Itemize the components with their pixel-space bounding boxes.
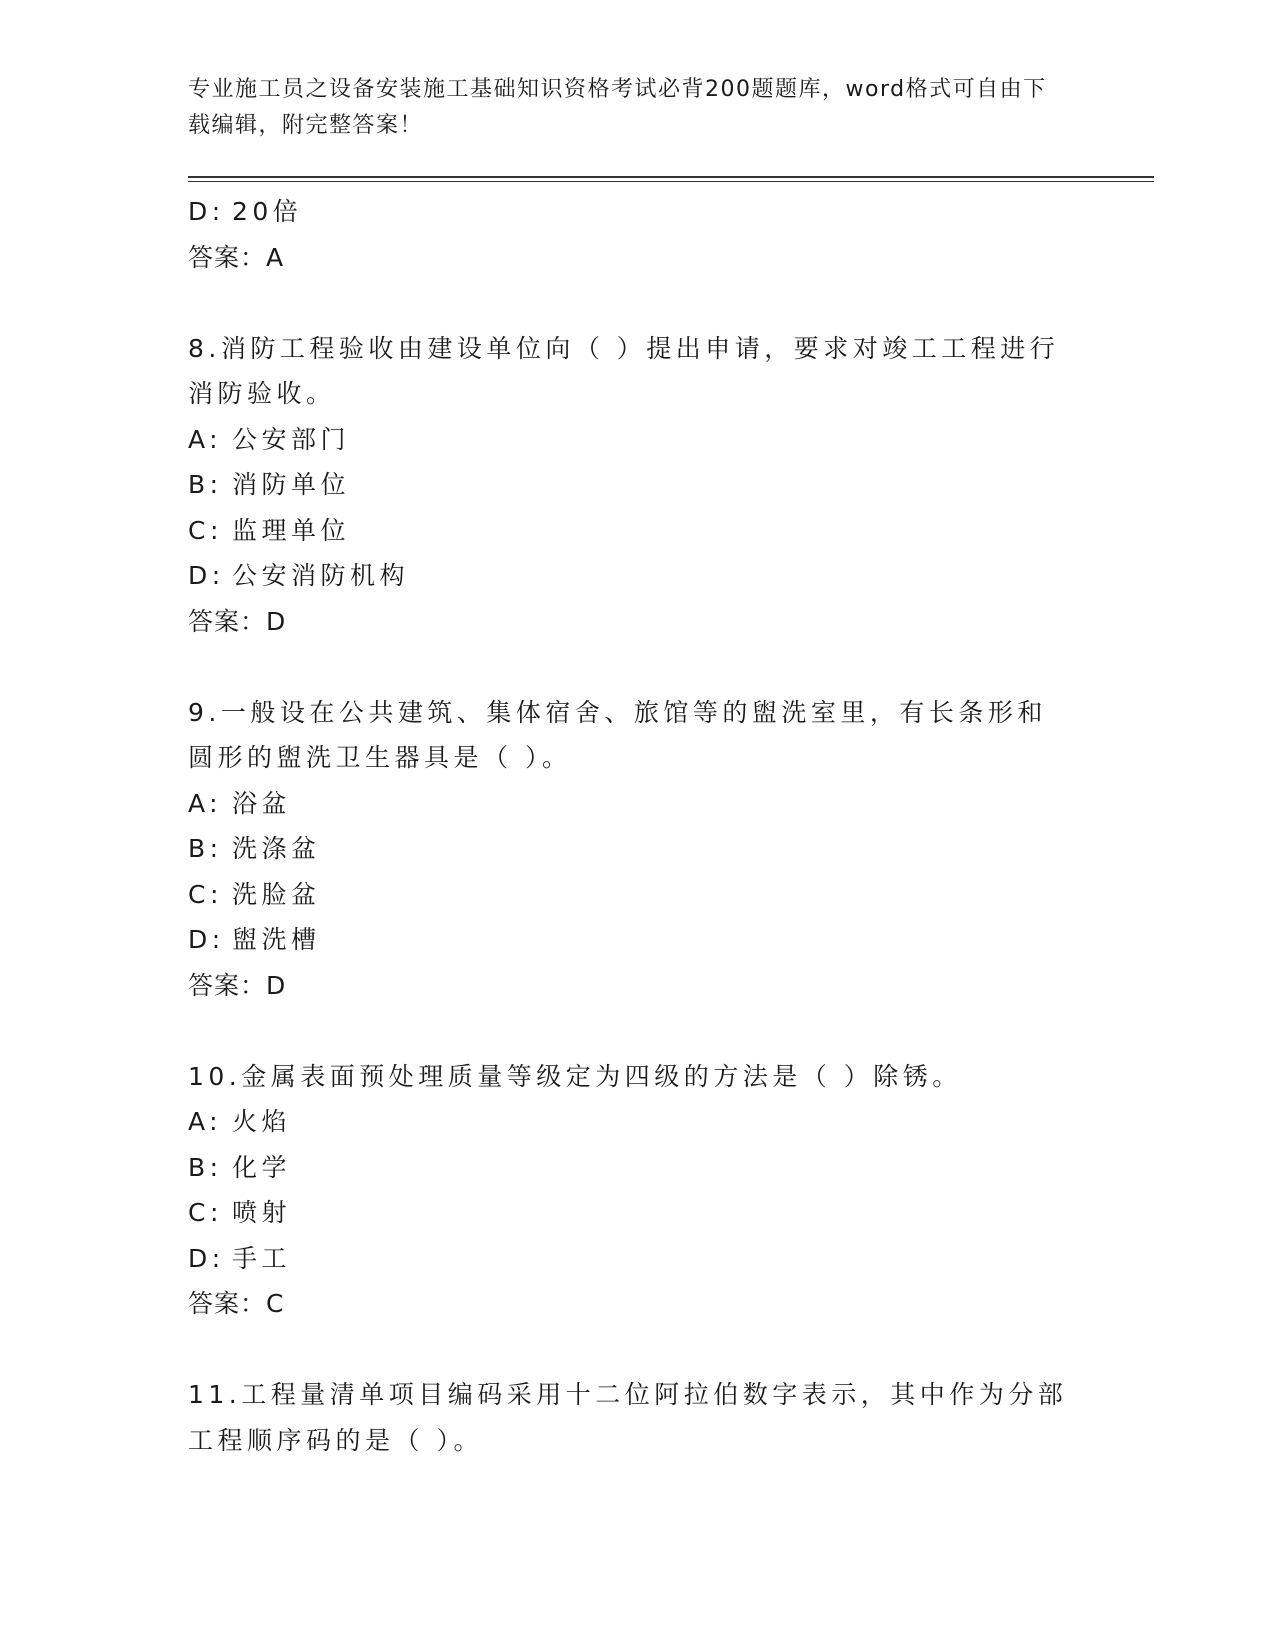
answer-line: 答案：D [188,970,287,1000]
option-text: 20倍 [232,197,303,226]
page-header [188,72,1068,144]
option-label: D: [188,1243,225,1273]
option-text: 洗涤盆 [232,834,321,863]
option-b [188,462,1088,508]
option-label: B: [188,470,223,499]
option-a [188,781,1088,827]
option-d [188,189,1088,235]
option-label: B: [188,834,223,863]
question-text: 11.工程量清单项目编码采用十二位阿拉伯数字表示，其中作为分部工程顺序码的是（ ）。 [188,1380,1068,1455]
option-b [188,826,1088,872]
question-11 [188,1372,1088,1463]
option-label: A: [188,1107,223,1136]
option-text: 消防单位 [232,470,351,499]
option-c [188,1190,1088,1236]
answer-line: 答案：D [188,606,287,636]
option-text: 监理单位 [232,515,351,545]
option-label: B: [188,1152,223,1182]
option-label: C: [188,515,223,545]
option-a [188,417,1088,463]
option-c [188,508,1088,554]
question-text: 10.金属表面预处理质量等级定为四级的方法是（ ）除锈。 [188,1061,962,1091]
option-text: 公安消防机构 [232,561,410,590]
option-label: C: [188,879,223,909]
option-text: 喷射 [232,1198,292,1227]
document-title: 专业施工员之设备安装施工基础知识资格考试必背200题题库，word格式可自由下载编辑，附完整答案！ [188,77,1047,138]
option-text: 火焰 [232,1107,292,1136]
option-label: D: [188,925,225,954]
option-c [188,872,1088,918]
option-label: D: [188,197,225,226]
document-body [188,189,1088,1463]
option-text: 浴盆 [232,788,292,818]
option-d [188,1236,1088,1282]
option-text: 公安部门 [232,424,351,454]
option-text: 洗脸盆 [232,879,321,909]
question-9 [188,690,1088,1009]
question-text: 9.一般设在公共建筑、集体宿舍、旅馆等的盥洗室里，有长条形和圆形的盥洗卫生器具是（ ）。 [188,697,1047,772]
option-b [188,1145,1088,1191]
option-a [188,1099,1088,1145]
question-8 [188,326,1088,645]
option-label: D: [188,561,225,590]
header-divider [188,176,1154,182]
option-text: 手工 [232,1243,292,1273]
option-text: 化学 [232,1152,292,1182]
option-label: A: [188,424,223,454]
question-text: 8.消防工程验收由建设单位向（ ）提出申请，要求对竣工工程进行消防验收。 [188,333,1060,408]
question-10 [188,1054,1088,1327]
option-d [188,553,1088,599]
answer-line: 答案：A [188,242,285,272]
option-text: 盥洗槽 [232,925,321,954]
option-label: C: [188,1198,223,1227]
answer-line: 答案：C [188,1289,285,1318]
option-d [188,917,1088,963]
option-label: A: [188,788,223,818]
